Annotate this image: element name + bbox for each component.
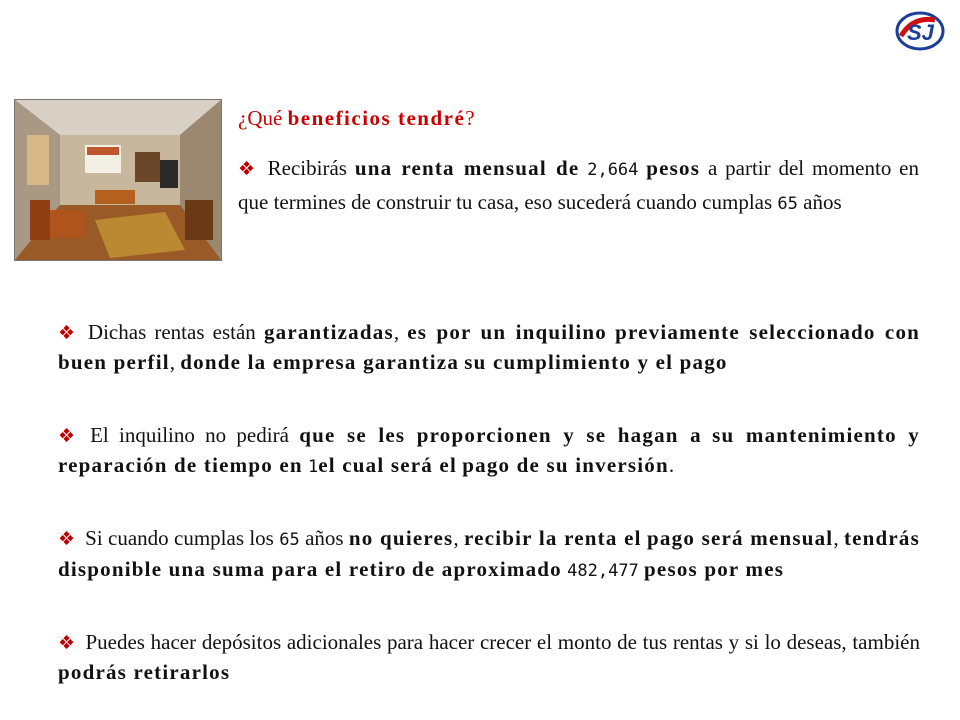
diamond-bullet-icon: ❖	[58, 633, 76, 654]
text: ,	[513, 190, 520, 214]
text: Recibirás	[267, 156, 347, 180]
text: Si cuando cumplas los	[85, 526, 274, 550]
text-bold: su mantenimiento y reparación de tiempo en	[58, 423, 921, 477]
text-bold: recibir la renta el	[464, 526, 642, 550]
diamond-bullet-icon: ❖	[58, 529, 76, 550]
benefit-paragraph-3	[58, 421, 920, 482]
text-bold: previamente seleccionado con buen perfil	[58, 320, 921, 374]
question-suffix: ?	[465, 106, 475, 130]
text: también	[846, 630, 920, 654]
text-bold: podrás retirarlos	[58, 660, 231, 684]
benefit-paragraph-2	[58, 318, 920, 377]
text-bold: no quieres	[348, 526, 454, 550]
text: El inquilino no pedirá	[90, 423, 289, 447]
text-bold: tendrás disponible una suma para el retiro	[58, 526, 921, 581]
text: eso sucederá cuando cumplas	[519, 190, 773, 214]
benefit-paragraph-4	[58, 524, 920, 586]
text: años	[305, 526, 344, 550]
text-bold: pago de su inversión	[462, 453, 669, 477]
text: .	[668, 453, 675, 477]
text-bold: pesos	[646, 156, 701, 180]
text-bold: el cual será el	[318, 453, 457, 477]
question-title	[238, 103, 888, 133]
diamond-bullet-icon: ❖	[58, 323, 78, 344]
text: ,	[841, 630, 847, 654]
text: ,	[453, 526, 459, 550]
text-bold: su cumplimiento y el pago	[464, 350, 728, 374]
benefit-paragraph-5	[58, 628, 920, 687]
diamond-bullet-icon: ❖	[58, 426, 81, 447]
age: 65	[777, 194, 798, 214]
number: 1	[308, 457, 319, 477]
logo-text: SJ	[907, 20, 934, 45]
text: ,	[833, 526, 839, 550]
text: a partir del momento en que termines de construir tu casa	[238, 156, 919, 214]
text-bold: de aproximado	[411, 557, 562, 581]
text-bold: que se les proporcionen y se hagan a	[299, 423, 702, 447]
brand-logo	[895, 10, 945, 52]
diamond-bullet-icon: ❖	[238, 159, 258, 180]
benefit-paragraph-1	[238, 152, 919, 220]
amount: 482,477	[567, 561, 639, 581]
text-bold: una renta mensual de	[354, 156, 580, 180]
text: Dichas rentas están	[87, 320, 256, 344]
text: ,	[393, 320, 400, 344]
text: ,	[169, 350, 176, 374]
age: 65	[279, 530, 300, 550]
text: años	[803, 190, 842, 214]
text-bold: pesos por mes	[644, 557, 785, 581]
question-bold: beneficios tendré	[287, 106, 466, 130]
living-room-photo	[14, 99, 222, 261]
text-bold: es por un inquilino	[407, 320, 607, 344]
text-bold: garantizadas	[263, 320, 394, 344]
question-prefix: ¿Qué	[238, 106, 283, 130]
amount: 2,664	[587, 160, 639, 180]
text-bold: pago será mensual	[647, 526, 834, 550]
text: Puedes hacer depósitos adicionales para hacer crecer el monto de tus rentas y si lo deseas	[85, 630, 842, 654]
text-bold: donde la empresa garantiza	[180, 350, 460, 374]
